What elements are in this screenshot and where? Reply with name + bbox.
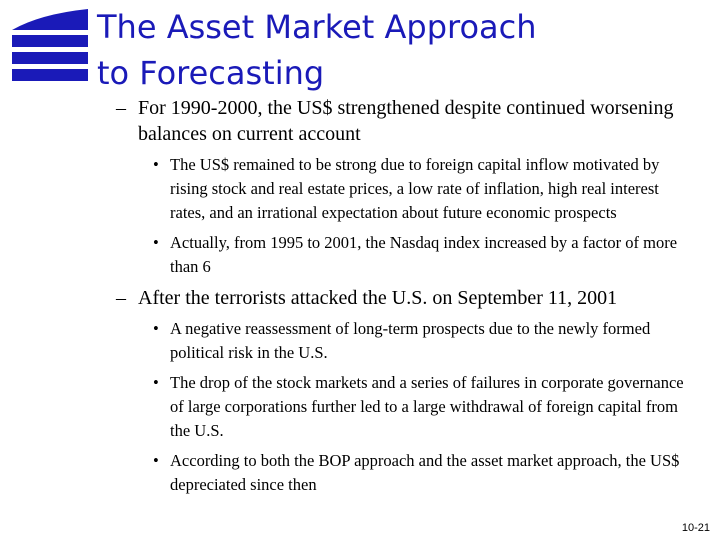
bullet-marker: • bbox=[153, 233, 159, 252]
bullet-item-text: The US$ remained to be strong due to foreign capital inflow motivated by rising stock and real estate prices, a low rate of inflation, high real interest rates, and an irrational expectation about future economic prospects bbox=[170, 155, 660, 222]
bullet-item-text: According to both the BOP approach and the asset market approach, the US$ depreciated since then bbox=[170, 451, 680, 494]
bullet-item-depreciation bbox=[153, 449, 695, 497]
bullet-item-text: A negative reassessment of long-term prospects due to the newly formed political risk in the U.S. bbox=[170, 319, 651, 362]
dash-marker: – bbox=[116, 97, 126, 119]
dash-item-text: After the terrorists attacked the U.S. on September 11, 2001 bbox=[138, 287, 618, 309]
bullet-marker: • bbox=[153, 451, 159, 470]
bars-logo-icon bbox=[10, 9, 90, 85]
dash-item-september-11 bbox=[116, 285, 698, 311]
bullet-item-capital-inflow bbox=[153, 153, 695, 225]
page-number: 10-21 bbox=[681, 522, 710, 534]
slide-title bbox=[97, 4, 697, 96]
bullet-item-stock-drop bbox=[153, 371, 695, 443]
bullet-marker: • bbox=[153, 373, 159, 392]
title-line-1: The Asset Market Approach bbox=[97, 8, 537, 46]
dash-item-1990-2000 bbox=[116, 95, 698, 147]
title-line-2: to Forecasting bbox=[97, 54, 325, 92]
bullet-item-nasdaq bbox=[153, 231, 695, 279]
bullet-item-text: The drop of the stock markets and a series of failures in corporate governance of large corporations further led to a large withdrawal of foreign capital from the U.S. bbox=[170, 373, 684, 440]
bullet-marker: • bbox=[153, 319, 159, 338]
bullet-item-text: Actually, from 1995 to 2001, the Nasdaq index increased by a factor of more than 6 bbox=[170, 233, 678, 276]
dash-marker: – bbox=[116, 287, 126, 309]
slide-content bbox=[0, 95, 720, 503]
bullet-marker: • bbox=[153, 155, 159, 174]
bullet-item-reassessment bbox=[153, 317, 695, 365]
dash-item-text: For 1990-2000, the US$ strengthened despite continued worsening balances on current account bbox=[138, 97, 674, 145]
